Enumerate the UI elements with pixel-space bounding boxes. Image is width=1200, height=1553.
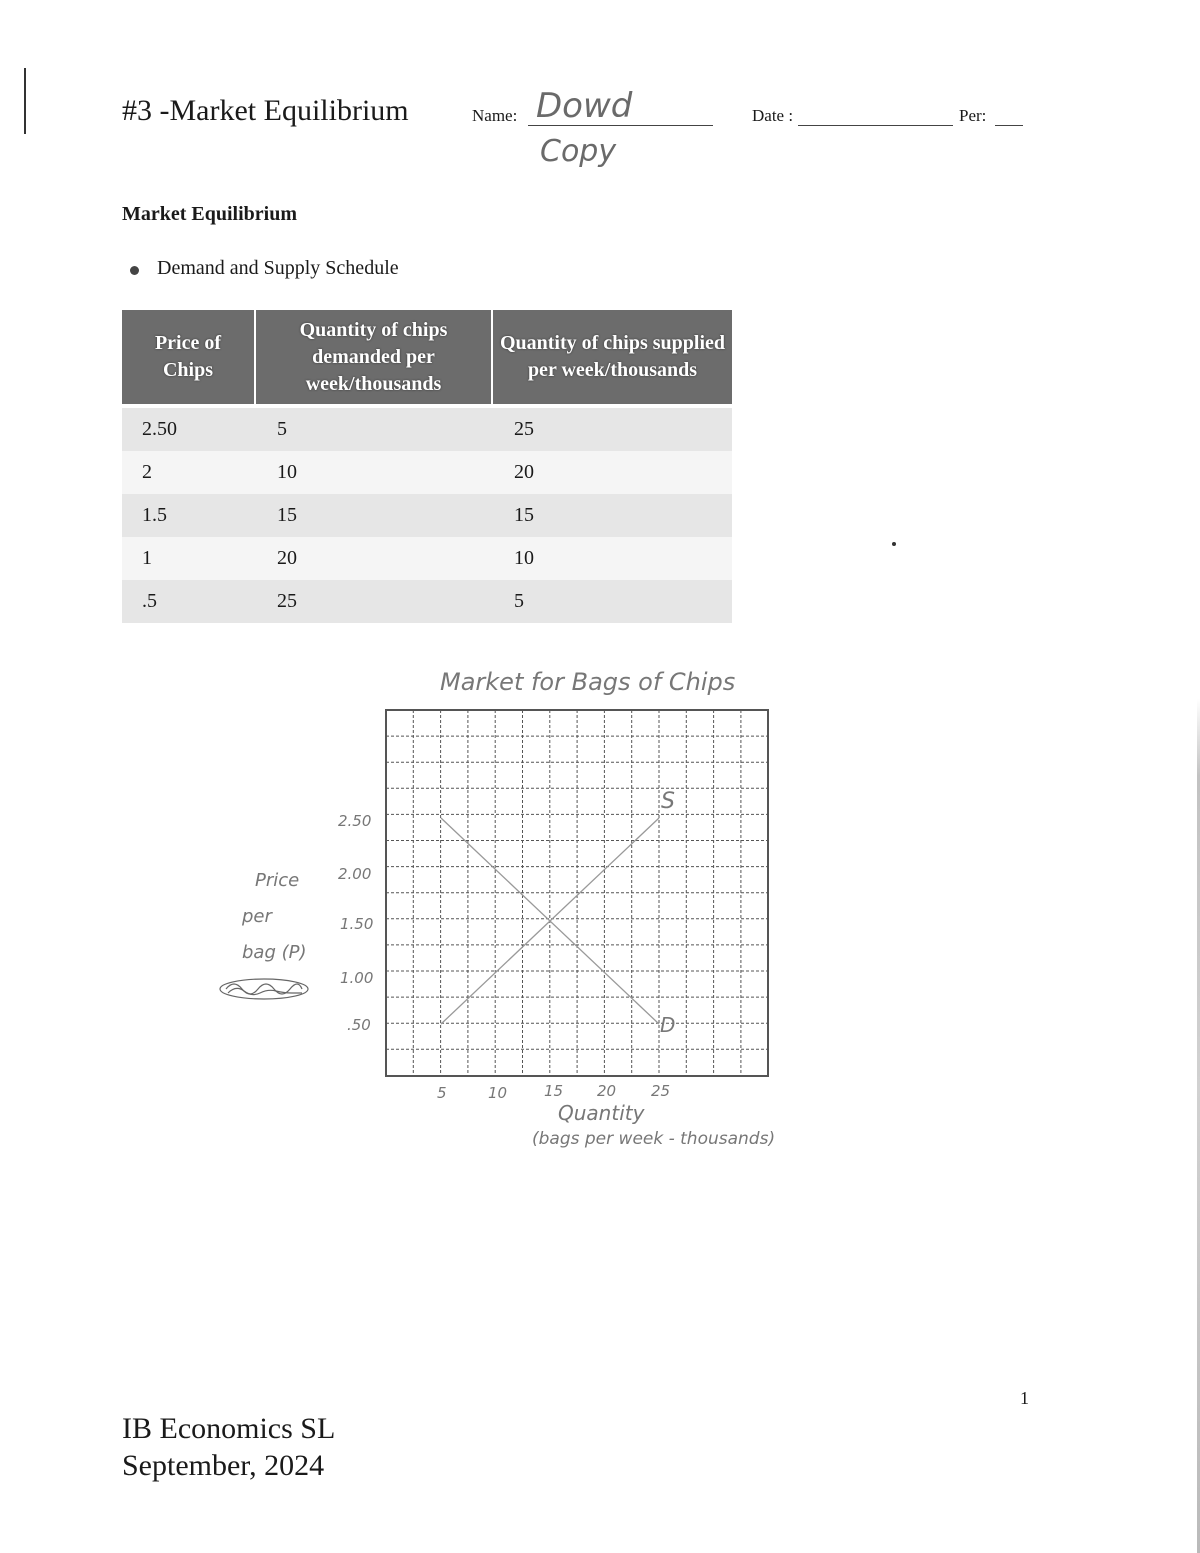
y-tick-label: 2.00 [338, 865, 372, 883]
price-cell: 2.50 [122, 408, 255, 451]
quantity-supplied-cell: 25 [492, 408, 732, 451]
column-header-quantity-demanded: Quantity of chips demanded per week/thousands [255, 310, 492, 404]
y-axis-label-line: Price [255, 870, 300, 891]
footer-date: September, 2024 [122, 1449, 325, 1482]
quantity-supplied-cell: 5 [492, 580, 732, 623]
quantity-demanded-cell: 15 [255, 494, 492, 537]
y-axis-label-line: per [242, 906, 272, 927]
supply-curve-label: S [661, 789, 675, 814]
price-cell: 1.5 [122, 494, 255, 537]
y-tick-label: 1.00 [340, 969, 374, 987]
quantity-demanded-cell: 25 [255, 580, 492, 623]
x-tick-label: 15 [544, 1082, 564, 1100]
y-tick-label: 1.50 [340, 915, 374, 933]
y-axis-title [241, 870, 307, 963]
footer-course: IB Economics SL [122, 1412, 336, 1445]
x-axis-ticks [437, 1082, 670, 1102]
y-axis-ticks [338, 812, 373, 1034]
x-tick-label: 5 [437, 1084, 447, 1102]
x-tick-label: 25 [651, 1082, 671, 1100]
y-tick-label: 2.50 [338, 812, 372, 830]
graph-title: Market for Bags of Chips [440, 668, 736, 696]
column-header-quantity-supplied: Quantity of chips supplied per week/thousands [492, 310, 732, 404]
name-handwritten: Dowd [536, 86, 633, 126]
section-heading: Market Equilibrium [122, 203, 298, 225]
date-label: Date : [752, 106, 794, 125]
x-tick-label: 20 [597, 1082, 617, 1100]
column-header-price: Price of Chips [122, 310, 255, 404]
quantity-supplied-cell: 20 [492, 451, 732, 494]
scribble-mark [220, 979, 308, 999]
name-label: Name: [472, 106, 518, 125]
x-axis-sublabel: (bags per week - thousands) [532, 1129, 776, 1149]
demand-curve-label: D [660, 1013, 676, 1037]
price-cell: 2 [122, 451, 255, 494]
y-tick-label: .50 [347, 1016, 371, 1034]
quantity-supplied-cell: 10 [492, 537, 732, 580]
worksheet-title: #3 -Market Equilibrium [122, 94, 409, 127]
quantity-demanded-cell: 10 [255, 451, 492, 494]
x-tick-label: 10 [488, 1084, 508, 1102]
quantity-demanded-cell: 20 [255, 537, 492, 580]
quantity-demanded-cell: 5 [255, 408, 492, 451]
name-note-handwritten: Copy [540, 134, 617, 169]
quantity-supplied-cell: 15 [492, 494, 732, 537]
period-label: Per: [959, 106, 987, 125]
footer [122, 1410, 335, 1484]
page-number: 1 [1020, 1388, 1029, 1408]
price-cell: 1 [122, 537, 255, 580]
bullet-text: Demand and Supply Schedule [157, 257, 399, 279]
x-axis-label: Quantity [558, 1101, 645, 1125]
price-cell: .5 [122, 580, 255, 623]
y-axis-label-line: bag (P) [242, 942, 307, 963]
